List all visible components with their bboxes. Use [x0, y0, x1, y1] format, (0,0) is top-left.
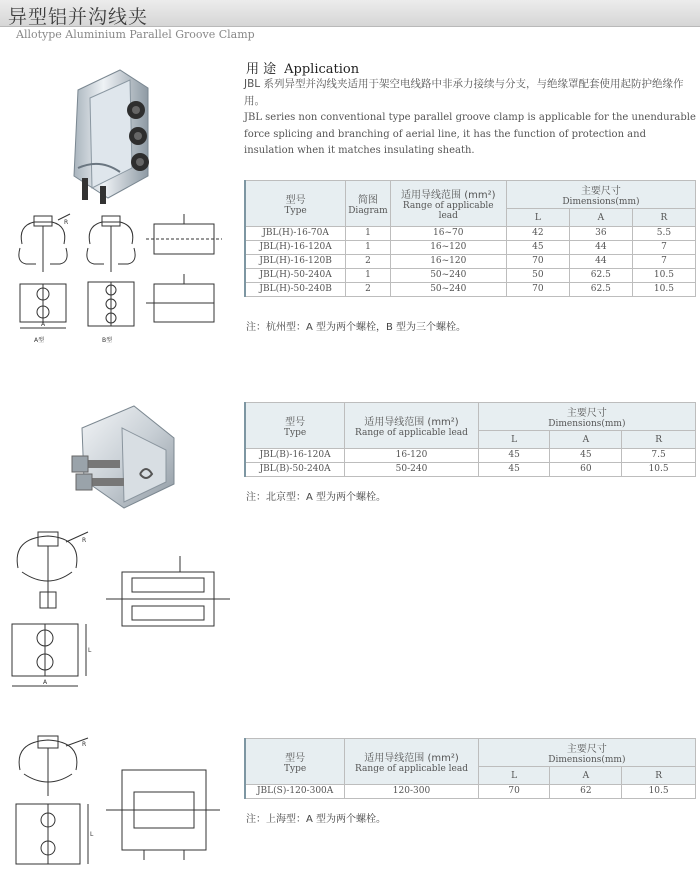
col-r: R [622, 431, 696, 449]
spec-table-shanghai [244, 738, 696, 799]
col-type: 型号 Type [245, 739, 345, 785]
type-a-label: A型 [34, 337, 45, 344]
col-a: A [550, 767, 622, 785]
product-photo-beijing [62, 398, 182, 516]
dim-l-label: L [88, 647, 92, 654]
application-heading-cn: 用 途 [246, 62, 277, 77]
diagram-hangzhou-b [80, 212, 140, 350]
table-row: JBL(H)-16-70A 1 16~70 42 36 5.5 [245, 227, 696, 241]
table-row: JBL(H)-16-120B 2 16~120 70 44 7 [245, 255, 696, 269]
spec-table-hangzhou [244, 180, 696, 297]
spec-table-beijing [244, 402, 696, 477]
table-row: JBL(B)-16-120A 16-120 45 45 7.5 [245, 449, 696, 463]
col-type: 型号 Type [245, 403, 345, 449]
col-l: L [506, 209, 569, 227]
product-photo-hangzhou [60, 58, 170, 208]
dim-r-label: R [64, 219, 69, 226]
col-range: 适用导线范围 (mm²) Range of applicable lead [390, 181, 506, 227]
table-row: JBL(S)-120-300A 120-300 70 62 10.5 [245, 785, 696, 799]
col-type: 型号 Type [245, 181, 346, 227]
application-heading-en: Application [284, 62, 360, 77]
diagram-shanghai-side [104, 762, 222, 862]
table-row: JBL(H)-50-240B 2 50~240 70 62.5 10.5 [245, 283, 696, 297]
col-a: A [569, 209, 632, 227]
col-dimensions: 主要尺寸 Dimensions(mm) [478, 403, 695, 431]
application-text-en: JBL series non conventional type parallel groove clamp is applicable for the unendurable force splicing and branching of aerial line, it has the function of protection and insulation when it matches insulating sheath. [244, 112, 696, 156]
application-heading [246, 58, 359, 77]
table-row: JBL(H)-50-240A 1 50~240 50 62.5 10.5 [245, 269, 696, 283]
col-l: L [478, 431, 550, 449]
table-row: JBL(H)-16-120A 1 16~120 45 44 7 [245, 241, 696, 255]
col-diagram: 简图 Diagram [346, 181, 390, 227]
note-shanghai: 注：上海型：A 型为两个螺栓。 [246, 814, 387, 825]
dim-a-label: A [43, 679, 48, 686]
note-beijing: 注：北京型：A 型为两个螺栓。 [246, 492, 387, 503]
application-text-cn: JBL 系列异型并沟线夹适用于架空电线路中非承力接续与分支，与绝缘罩配套使用起防护绝缘作用。 [244, 78, 684, 107]
diagram-beijing-side [102, 552, 234, 636]
diagram-beijing-front [8, 528, 98, 696]
dim-l-label: L [90, 831, 94, 838]
table-row: JBL(B)-50-240A 50-240 45 60 10.5 [245, 463, 696, 477]
diagram-hangzhou-a [12, 212, 74, 350]
col-range: 适用导线范围 (mm²) Range of applicable lead [345, 739, 479, 785]
page-title: 异型铝并沟线夹 [8, 6, 149, 28]
type-b-label: B型 [102, 337, 113, 344]
dim-a-label: A [41, 321, 46, 328]
diagram-hangzhou-side [142, 212, 230, 342]
dim-r-label: R [82, 741, 87, 748]
page-subtitle: Allotype Aluminium Parallel Groove Clamp [16, 28, 255, 41]
col-range: 适用导线范围 (mm²) Range of applicable lead [345, 403, 479, 449]
col-r: R [632, 209, 695, 227]
col-dimensions: 主要尺寸 Dimensions(mm) [506, 181, 695, 209]
header-bar [0, 0, 700, 27]
dim-r-label: R [82, 537, 87, 544]
note-hangzhou: 注：杭州型：A 型为两个螺栓，B 型为三个螺栓。 [246, 322, 467, 333]
col-a: A [550, 431, 622, 449]
col-r: R [622, 767, 696, 785]
col-dimensions: 主要尺寸 Dimensions(mm) [478, 739, 695, 767]
col-l: L [478, 767, 550, 785]
diagram-shanghai-front [8, 732, 100, 872]
